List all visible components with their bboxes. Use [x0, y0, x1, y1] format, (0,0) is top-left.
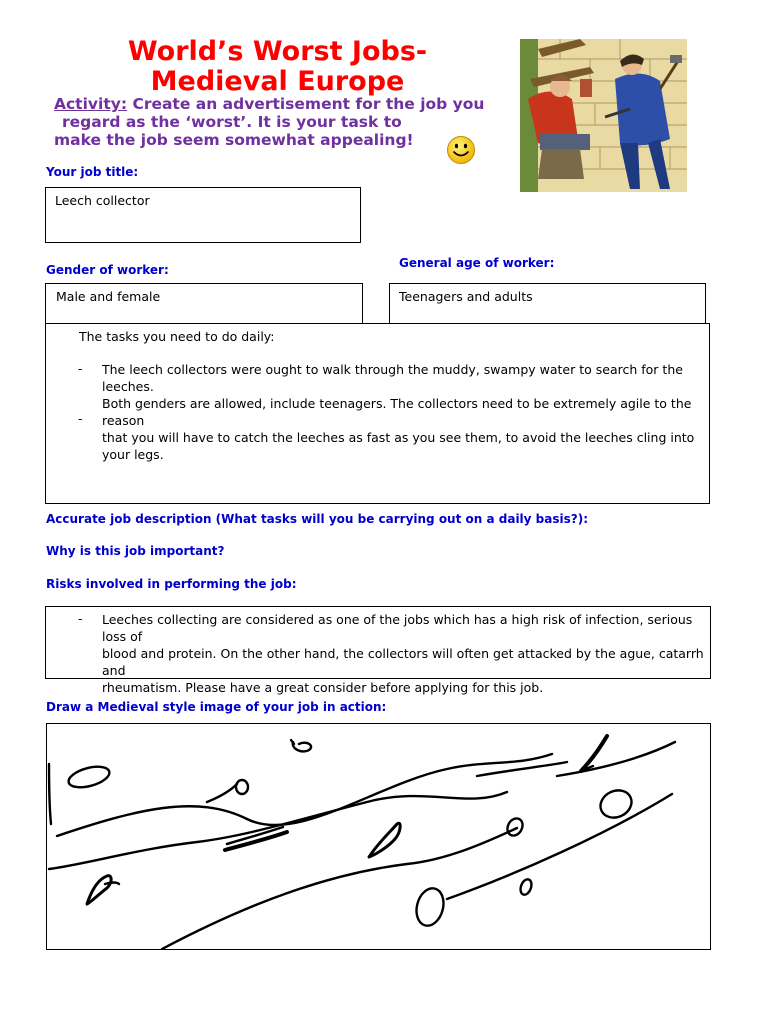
task-item: [102, 361, 707, 463]
activity-instructions: [54, 95, 504, 149]
drawing-label: Draw a Medieval style image of your job in action:: [46, 700, 387, 714]
activity-label: Activity:: [54, 95, 128, 113]
task-item-line-3: that you will have to catch the leeches as fast as you see them, to avoid the leeches cling into your legs.: [102, 430, 695, 462]
worker-age-value: Teenagers and adults: [399, 289, 533, 304]
hand-drawn-swamp-sketch: [47, 724, 710, 949]
risk-bullet: -: [78, 611, 83, 626]
medieval-workers-illustration: [520, 39, 687, 192]
activity-text-1: Create an advertisement for the job you: [127, 95, 485, 113]
page-title-line-1: World’s Worst Jobs-: [127, 36, 428, 67]
task-bullet: -: [78, 361, 83, 376]
activity-text-2: regard as the ‘worst’. It is your task to: [62, 113, 402, 131]
job-title-value: Leech collector: [55, 193, 150, 208]
risk-line-3: rheumatism. Please have a great consider before applying for this job.: [102, 680, 544, 695]
daily-tasks-heading: The tasks you need to do daily:: [79, 329, 275, 344]
job-description-label: Accurate job description (What tasks will you be carrying out on a daily basis?):: [46, 512, 588, 526]
job-importance-label: Why is this job important?: [46, 544, 225, 558]
job-risks-label: Risks involved in performing the job:: [46, 577, 297, 591]
job-title-label: Your job title:: [46, 165, 139, 179]
job-risks-field[interactable]: [45, 606, 711, 695]
job-title-field[interactable]: [45, 187, 361, 243]
activity-text-3: make the job seem somewhat appealing!: [54, 131, 414, 149]
risk-item: [102, 611, 707, 696]
worker-gender-value: Male and female: [56, 289, 161, 304]
daily-tasks-field[interactable]: [45, 323, 710, 504]
task-item-line-2: Both genders are allowed, include teenagers. The collectors need to be extremely agile to the reason: [102, 396, 692, 428]
worker-age-label: General age of worker:: [399, 256, 555, 270]
drawing-canvas[interactable]: [46, 723, 711, 950]
worker-gender-field[interactable]: [45, 283, 363, 327]
worker-age-field[interactable]: [389, 283, 706, 327]
risk-line-2: blood and protein. On the other hand, the collectors will often get attacked by the ague, catarrh and: [102, 646, 704, 678]
worker-gender-label: Gender of worker:: [46, 263, 169, 277]
page-title-line-2: Medieval Europe: [150, 66, 405, 97]
smiley-icon: [446, 135, 476, 165]
task-bullet-empty: -: [78, 411, 83, 426]
task-item-line-1: The leech collectors were ought to walk through the muddy, swampy water to search for the leeches.: [102, 362, 683, 394]
risk-line-1: Leeches collecting are considered as one of the jobs which has a high risk of infection, serious loss of: [102, 612, 693, 644]
